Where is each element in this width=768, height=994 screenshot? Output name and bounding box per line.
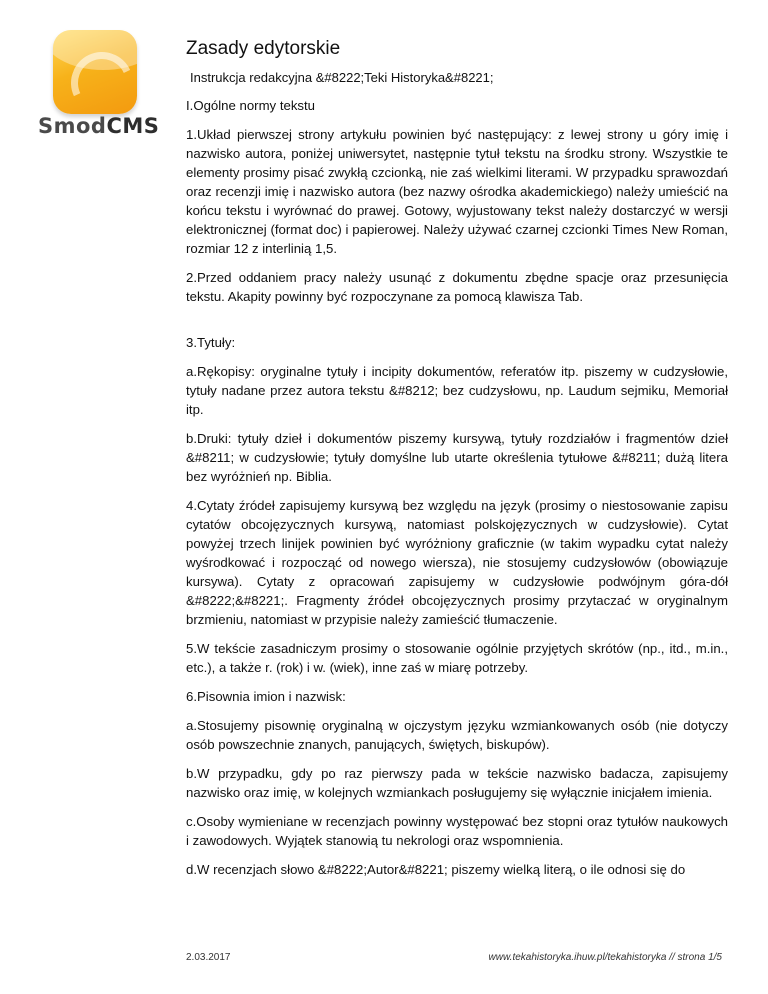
- footer-page-info: www.tekahistoryka.ihuw.pl/tekahistoryka // strona 1/5: [488, 952, 722, 963]
- section-heading: 3.Tytuły:: [186, 335, 236, 350]
- section-heading: I.Ogólne normy tekstu: [186, 98, 316, 113]
- paragraph: b.W przypadku, gdy po raz pierwszy pada w tekście nazwisko badacza, zapisujemy nazwisko oraz imię, w kolejnych wzmiankach posługujemy się wyłącznie inicjałem imienia.: [186, 766, 728, 800]
- document-title: Zasady edytorskie: [186, 38, 341, 59]
- document-body: [186, 90, 728, 889]
- footer-date: 2.03.2017: [186, 952, 231, 963]
- paragraph: 1.Układ pierwszej strony artykułu powinien być następujący: z lewej strony u góry imię i nazwisko autora, poniżej uniwersytet, następnie tytuł tekstu na środku strony. Wszystkie te elementy prosimy pisać zwykłą czcionką, nie zaś wielkimi literami. W przypadku sprawozdań oraz recenzji imię i nazwisko autora (bez nazwy ośrodka akademickiego) należy umieścić na końcu tekstu i wyrównać do prawej. Gotowy, wyjustowany tekst należy dostarczyć w wersji elektronicznej (format doc) i papierowej. Należy używać czarnej czcionki Times New Roman, rozmiar 12 z interlinią 1,5.: [186, 127, 728, 256]
- paragraph: 5.W tekście zasadniczym prosimy o stosowanie ogólnie przyjętych skrótów (np., itd., m.in., etc.), a także r. (rok) i w. (wiek), inne zaś w miarę potrzeby.: [186, 641, 728, 675]
- logo-wordmark: SmodCMS: [38, 114, 160, 138]
- smodcms-logo: [38, 30, 160, 138]
- section-heading: 6.Pisownia imion i nazwisk:: [186, 689, 346, 704]
- smodcms-logo-icon: [53, 30, 137, 114]
- paragraph: b.Druki: tytuły dzieł i dokumentów piszemy kursywą, tytuły rozdziałów i fragmentów dzieł &#8211; w cudzysłowie; tytuły domyślne lub utarte określenia tytułowe &#8211; dużą litera bez wyróżnień np. Biblia.: [186, 431, 728, 484]
- paragraph: d.W recenzjach słowo &#8222;Autor&#8221; piszemy wielką literą, o ile odnosi się do: [186, 862, 686, 877]
- document-subtitle: Instrukcja redakcyjna &#8222;Teki Historyka&#8221;: [190, 70, 494, 85]
- paragraph: a.Rękopisy: oryginalne tytuły i incipity dokumentów, referatów itp. piszemy w cudzysłowie, tytuły nadane przez autora tekstu &#8212; bez cudzysłowu, np. Laudum sejmiku, Memoriał itp.: [186, 364, 728, 417]
- paragraph: a.Stosujemy pisownię oryginalną w ojczystym języku wzmiankowanych osób (nie dotyczy osób powszechnie znanych, panujących, świętych, biskupów).: [186, 718, 728, 752]
- paragraph: 4.Cytaty źródeł zapisujemy kursywą bez względu na język (prosimy o niestosowanie zapisu cytatów obcojęzycznych kursywą, natomiast polskojęzycznych w cudzysłowie). Cytat powyżej trzech linijek powinien być wyróżniony graficznie (w takim wypadku cytat należy wyśrodkować i rozpocząć od nowego wiersza), nie stosujemy cudzysłowów (obowiązuje kursywa). Cytaty z opracowań zapisujemy w cudzysłowie podwójnym góra-dół &#8222;&#8221;. Fragmenty źródeł obcojęzycznych prosimy przytaczać w oryginalnym brzmieniu, natomiast w przypisie należy zamieścić tłumaczenie.: [186, 498, 728, 627]
- paragraph: 2.Przed oddaniem pracy należy usunąć z dokumentu zbędne spacje oraz przesunięcia tekstu. Akapity powinny być rozpoczynane za pomocą klawisza Tab.: [186, 270, 728, 304]
- paragraph: c.Osoby wymieniane w recenzjach powinny występować bez stopni oraz tytułów naukowych i zawodowych. Wyjątek stanowią tu nekrologi oraz wspomnienia.: [186, 814, 728, 848]
